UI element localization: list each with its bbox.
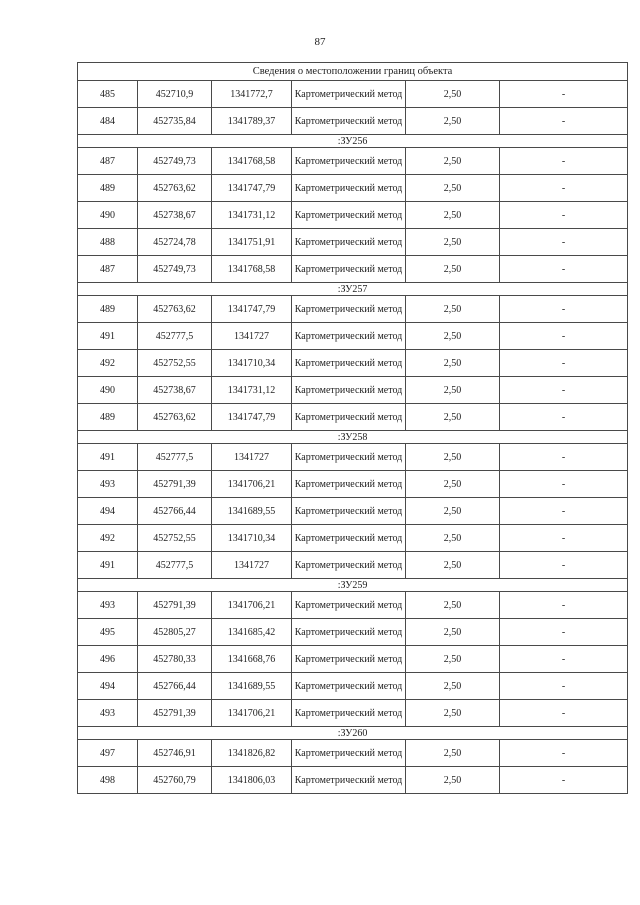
point-number-cell: 498 xyxy=(78,767,138,794)
accuracy-cell: 2,50 xyxy=(406,592,500,619)
method-cell: Картометрический метод xyxy=(292,404,406,431)
accuracy-cell: 2,50 xyxy=(406,148,500,175)
coordinate-y-cell: 1341710,34 xyxy=(212,350,292,377)
method-cell: Картометрический метод xyxy=(292,525,406,552)
table-row xyxy=(78,740,628,767)
method-cell: Картометрический метод xyxy=(292,350,406,377)
coordinate-y-cell: 1341826,82 xyxy=(212,740,292,767)
accuracy-cell: 2,50 xyxy=(406,444,500,471)
accuracy-cell: 2,50 xyxy=(406,552,500,579)
coordinate-x-cell: 452724,78 xyxy=(138,229,212,256)
coordinate-x-cell: 452777,5 xyxy=(138,552,212,579)
point-number-cell: 494 xyxy=(78,498,138,525)
method-cell: Картометрический метод xyxy=(292,323,406,350)
accuracy-cell: 2,50 xyxy=(406,377,500,404)
coordinate-y-cell: 1341747,79 xyxy=(212,296,292,323)
note-cell: - xyxy=(500,229,628,256)
accuracy-cell: 2,50 xyxy=(406,229,500,256)
note-cell: - xyxy=(500,646,628,673)
note-cell: - xyxy=(500,108,628,135)
note-cell: - xyxy=(500,148,628,175)
coordinate-y-cell: 1341706,21 xyxy=(212,471,292,498)
coordinate-x-cell: 452791,39 xyxy=(138,700,212,727)
method-cell: Картометрический метод xyxy=(292,592,406,619)
method-cell: Картометрический метод xyxy=(292,256,406,283)
table-row xyxy=(78,525,628,552)
accuracy-cell: 2,50 xyxy=(406,404,500,431)
coordinate-y-cell: 1341689,55 xyxy=(212,673,292,700)
coordinate-y-cell: 1341789,37 xyxy=(212,108,292,135)
page-number: 87 xyxy=(314,36,326,48)
coordinate-x-cell: 452763,62 xyxy=(138,296,212,323)
table-row xyxy=(78,646,628,673)
point-number-cell: 488 xyxy=(78,229,138,256)
point-number-cell: 493 xyxy=(78,471,138,498)
table-title: Сведения о местоположении границ объекта xyxy=(78,63,628,81)
method-cell: Картометрический метод xyxy=(292,148,406,175)
accuracy-cell: 2,50 xyxy=(406,767,500,794)
coordinate-y-cell: 1341806,03 xyxy=(212,767,292,794)
coordinate-y-cell: 1341727 xyxy=(212,444,292,471)
note-cell: - xyxy=(500,767,628,794)
accuracy-cell: 2,50 xyxy=(406,256,500,283)
method-cell: Картометрический метод xyxy=(292,673,406,700)
coordinate-x-cell: 452738,67 xyxy=(138,377,212,404)
coordinate-x-cell: 452710,9 xyxy=(138,81,212,108)
note-cell: - xyxy=(500,673,628,700)
method-cell: Картометрический метод xyxy=(292,767,406,794)
method-cell: Картометрический метод xyxy=(292,498,406,525)
point-number-cell: 492 xyxy=(78,350,138,377)
accuracy-cell: 2,50 xyxy=(406,296,500,323)
accuracy-cell: 2,50 xyxy=(406,350,500,377)
accuracy-cell: 2,50 xyxy=(406,471,500,498)
coordinate-y-cell: 1341747,79 xyxy=(212,175,292,202)
point-number-cell: 497 xyxy=(78,740,138,767)
method-cell: Картометрический метод xyxy=(292,202,406,229)
note-cell: - xyxy=(500,202,628,229)
method-cell: Картометрический метод xyxy=(292,552,406,579)
table-title-row xyxy=(78,63,628,81)
point-number-cell: 491 xyxy=(78,323,138,350)
coordinate-x-cell: 452760,79 xyxy=(138,767,212,794)
point-number-cell: 494 xyxy=(78,673,138,700)
coordinate-y-cell: 1341731,12 xyxy=(212,377,292,404)
coordinate-x-cell: 452763,62 xyxy=(138,404,212,431)
coordinate-y-cell: 1341668,76 xyxy=(212,646,292,673)
coordinate-x-cell: 452746,91 xyxy=(138,740,212,767)
table-row xyxy=(78,81,628,108)
point-number-cell: 489 xyxy=(78,296,138,323)
coordinate-x-cell: 452749,73 xyxy=(138,256,212,283)
section-header-row xyxy=(78,431,628,444)
accuracy-cell: 2,50 xyxy=(406,108,500,135)
accuracy-cell: 2,50 xyxy=(406,619,500,646)
accuracy-cell: 2,50 xyxy=(406,525,500,552)
method-cell: Картометрический метод xyxy=(292,81,406,108)
note-cell: - xyxy=(500,444,628,471)
section-header-row xyxy=(78,727,628,740)
table-row xyxy=(78,552,628,579)
point-number-cell: 493 xyxy=(78,592,138,619)
note-cell: - xyxy=(500,323,628,350)
table-row xyxy=(78,619,628,646)
accuracy-cell: 2,50 xyxy=(406,740,500,767)
coordinate-x-cell: 452777,5 xyxy=(138,444,212,471)
coordinate-x-cell: 452738,67 xyxy=(138,202,212,229)
point-number-cell: 495 xyxy=(78,619,138,646)
method-cell: Картометрический метод xyxy=(292,377,406,404)
table-row xyxy=(78,229,628,256)
accuracy-cell: 2,50 xyxy=(406,673,500,700)
accuracy-cell: 2,50 xyxy=(406,175,500,202)
table-row xyxy=(78,256,628,283)
section-label: :ЗУ256 xyxy=(78,135,628,148)
coordinate-y-cell: 1341710,34 xyxy=(212,525,292,552)
coordinate-x-cell: 452766,44 xyxy=(138,498,212,525)
coordinate-x-cell: 452791,39 xyxy=(138,471,212,498)
note-cell: - xyxy=(500,700,628,727)
coordinate-x-cell: 452749,73 xyxy=(138,148,212,175)
table-row xyxy=(78,148,628,175)
coordinate-x-cell: 452752,55 xyxy=(138,525,212,552)
accuracy-cell: 2,50 xyxy=(406,700,500,727)
coordinate-y-cell: 1341768,58 xyxy=(212,256,292,283)
coordinate-y-cell: 1341706,21 xyxy=(212,700,292,727)
table-row xyxy=(78,498,628,525)
note-cell: - xyxy=(500,525,628,552)
coordinate-y-cell: 1341685,42 xyxy=(212,619,292,646)
note-cell: - xyxy=(500,619,628,646)
note-cell: - xyxy=(500,552,628,579)
method-cell: Картометрический метод xyxy=(292,471,406,498)
coordinate-x-cell: 452780,33 xyxy=(138,646,212,673)
method-cell: Картометрический метод xyxy=(292,700,406,727)
accuracy-cell: 2,50 xyxy=(406,323,500,350)
coordinate-y-cell: 1341772,7 xyxy=(212,81,292,108)
accuracy-cell: 2,50 xyxy=(406,646,500,673)
note-cell: - xyxy=(500,256,628,283)
table-row xyxy=(78,202,628,229)
method-cell: Картометрический метод xyxy=(292,296,406,323)
coordinate-y-cell: 1341768,58 xyxy=(212,148,292,175)
method-cell: Картометрический метод xyxy=(292,229,406,256)
coordinate-y-cell: 1341689,55 xyxy=(212,498,292,525)
point-number-cell: 492 xyxy=(78,525,138,552)
accuracy-cell: 2,50 xyxy=(406,202,500,229)
note-cell: - xyxy=(500,404,628,431)
coordinate-y-cell: 1341747,79 xyxy=(212,404,292,431)
boundary-coordinates-table xyxy=(77,62,628,794)
point-number-cell: 487 xyxy=(78,256,138,283)
method-cell: Картометрический метод xyxy=(292,740,406,767)
note-cell: - xyxy=(500,175,628,202)
accuracy-cell: 2,50 xyxy=(406,81,500,108)
point-number-cell: 484 xyxy=(78,108,138,135)
table-row xyxy=(78,377,628,404)
table-row xyxy=(78,444,628,471)
coordinate-x-cell: 452777,5 xyxy=(138,323,212,350)
section-header-row xyxy=(78,135,628,148)
table-row xyxy=(78,471,628,498)
coordinate-y-cell: 1341706,21 xyxy=(212,592,292,619)
point-number-cell: 485 xyxy=(78,81,138,108)
note-cell: - xyxy=(500,377,628,404)
table-row xyxy=(78,108,628,135)
note-cell: - xyxy=(500,498,628,525)
table-row xyxy=(78,767,628,794)
point-number-cell: 490 xyxy=(78,377,138,404)
point-number-cell: 493 xyxy=(78,700,138,727)
table-row xyxy=(78,296,628,323)
table-row xyxy=(78,673,628,700)
coordinate-x-cell: 452791,39 xyxy=(138,592,212,619)
section-label: :ЗУ259 xyxy=(78,579,628,592)
table-row xyxy=(78,700,628,727)
table-row xyxy=(78,592,628,619)
table-row xyxy=(78,404,628,431)
point-number-cell: 491 xyxy=(78,444,138,471)
point-number-cell: 491 xyxy=(78,552,138,579)
point-number-cell: 487 xyxy=(78,148,138,175)
table-row xyxy=(78,350,628,377)
coordinate-x-cell: 452752,55 xyxy=(138,350,212,377)
section-header-row xyxy=(78,283,628,296)
coordinate-x-cell: 452735,84 xyxy=(138,108,212,135)
coordinate-x-cell: 452805,27 xyxy=(138,619,212,646)
section-header-row xyxy=(78,579,628,592)
coordinate-x-cell: 452766,44 xyxy=(138,673,212,700)
note-cell: - xyxy=(500,471,628,498)
coordinate-y-cell: 1341751,91 xyxy=(212,229,292,256)
note-cell: - xyxy=(500,740,628,767)
note-cell: - xyxy=(500,81,628,108)
method-cell: Картометрический метод xyxy=(292,108,406,135)
point-number-cell: 490 xyxy=(78,202,138,229)
table-row xyxy=(78,175,628,202)
method-cell: Картометрический метод xyxy=(292,444,406,471)
section-label: :ЗУ260 xyxy=(78,727,628,740)
accuracy-cell: 2,50 xyxy=(406,498,500,525)
method-cell: Картометрический метод xyxy=(292,619,406,646)
method-cell: Картометрический метод xyxy=(292,175,406,202)
table-row xyxy=(78,323,628,350)
method-cell: Картометрический метод xyxy=(292,646,406,673)
coordinate-y-cell: 1341731,12 xyxy=(212,202,292,229)
point-number-cell: 496 xyxy=(78,646,138,673)
section-label: :ЗУ257 xyxy=(78,283,628,296)
coordinate-x-cell: 452763,62 xyxy=(138,175,212,202)
note-cell: - xyxy=(500,296,628,323)
section-label: :ЗУ258 xyxy=(78,431,628,444)
note-cell: - xyxy=(500,592,628,619)
coordinate-y-cell: 1341727 xyxy=(212,552,292,579)
point-number-cell: 489 xyxy=(78,175,138,202)
note-cell: - xyxy=(500,350,628,377)
coordinate-y-cell: 1341727 xyxy=(212,323,292,350)
point-number-cell: 489 xyxy=(78,404,138,431)
